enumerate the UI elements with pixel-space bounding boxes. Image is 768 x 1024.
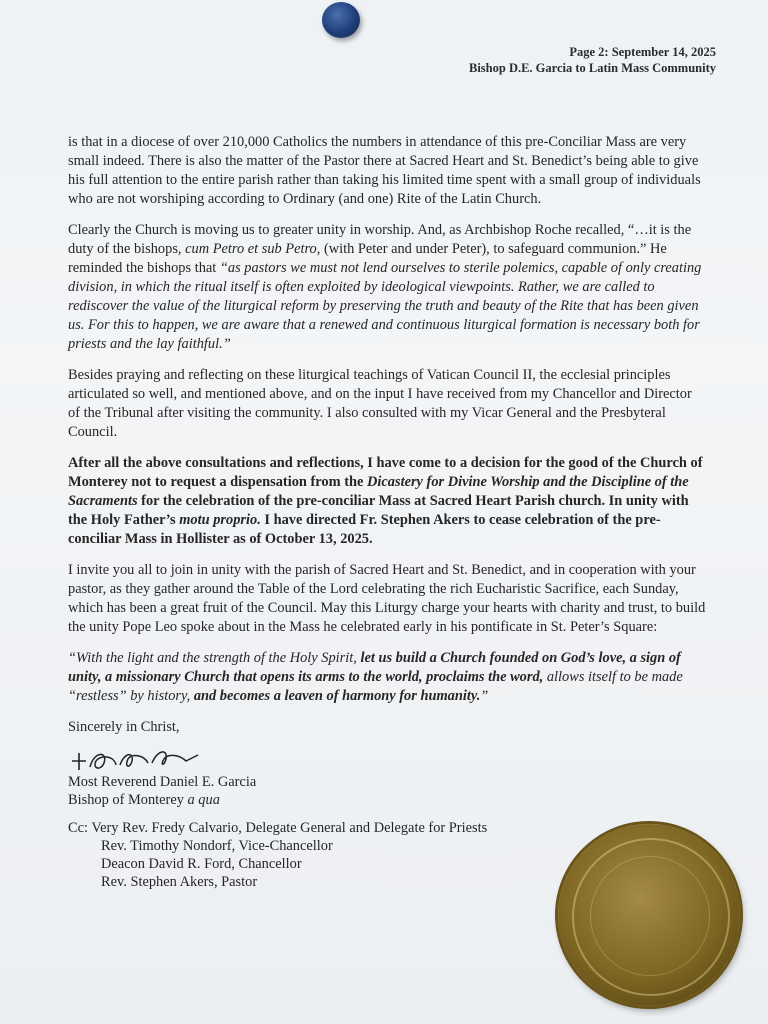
paragraph-6-text-e: ”	[480, 688, 489, 704]
push-pin-icon	[322, 2, 360, 38]
page-header	[469, 44, 716, 76]
paragraph-2-quotation: “as pastors we must not lend ourselves to sterile polemics, capable of only creating division, in which the ritual itself is often exploited by ideological viewpoints. Rather, we are called to rediscover the value of the liturgical reform by preserving the truth and beauty of the Rite that has been given us. For this to happen, we are aware that a renewed and continuous liturgical formation is necessary both for priests and the lay faithful.”	[68, 260, 702, 352]
paragraph-4-motu-proprio: motu proprio.	[179, 512, 261, 528]
paragraph-4-text-a: After all the above consultations and reflections, I have come to a decision for the good of the Church of Monterey not to request a dispensation from the	[68, 455, 703, 490]
paragraph-2-text-a: Clearly the Church is moving us to greater unity in worship. And, as Archbishop Roche recalled, “…it is the duty of the bishops,	[68, 222, 692, 257]
paragraph-4-text-e: I have directed Fr. Stephen Akers to cease celebration of the pre-conciliar Mass in Hollister as of October 13, 2025.	[68, 512, 661, 547]
paragraph-6-text-c: allows itself to be made “restless” by history,	[68, 669, 683, 704]
cc-recipient-2: Rev. Timothy Nondorf, Vice-Chancellor	[101, 838, 333, 854]
signer-title-text: Bishop of Monterey	[68, 792, 188, 808]
signature	[68, 743, 706, 773]
cc-recipient-4: Rev. Stephen Akers, Pastor	[101, 874, 258, 890]
paragraph-6-bold-d: and becomes a leaven of harmony for humanity.	[193, 688, 481, 704]
handwritten-signature-icon	[68, 743, 228, 775]
paragraph-2-text-c: (with Peter and under Peter), to safeguard communion.” He reminded the bishops that	[68, 241, 667, 276]
paragraph-4-text-c: for the celebration of the pre-conciliar Mass at Sacred Heart Parish church. In unity with the Holy Father’s	[68, 493, 689, 528]
paragraph-2	[68, 221, 706, 354]
cc-recipient-1: Very Rev. Fredy Calvario, Delegate General and Delegate for Priests	[91, 820, 488, 836]
paragraph-4-decision	[68, 454, 706, 549]
signer-title	[68, 791, 706, 809]
signer-title-latin: a qua	[187, 792, 220, 808]
header-author-recipient: Bishop D.E. Garcia to Latin Mass Community	[468, 61, 716, 75]
signer-block	[68, 773, 706, 809]
cc-recipient-3: Deacon David R. Ford, Chancellor	[101, 856, 302, 872]
paragraph-3: Besides praying and reflecting on these liturgical teachings of Vatican Council II, the ecclesial principles articulated so well, and mentioned above, and on the input I have received from my Chancellor and Director of the Tribunal after visiting the community. I also consulted with my Vicar General and the Presbyteral Council.	[68, 367, 692, 440]
paragraph-6-bold-b: let us build a Church founded on God’s love, a sign of unity, a missionary Church that opens its arms to the world, proclaims the word,	[68, 650, 681, 685]
embossed-seal-icon	[558, 824, 740, 1006]
paragraph-6-text-a: “With the light and the strength of the Holy Spirit,	[68, 650, 361, 666]
cc-label: Cc:	[68, 820, 92, 836]
paragraph-6-quote	[68, 649, 706, 706]
paragraph-1: is that in a diocese of over 210,000 Catholics the numbers in attendance of this pre-Conciliar Mass are very small indeed. There is also the matter of the Pastor there at Sacred Heart and St. Benedict’s being able to give his full attention to the entire parish rather than taking his limited time spent with a small group of individuals who are not worshiping according to Ordinary (and one) Rite of the Latin Church.	[68, 134, 701, 207]
seal-inner-ring	[590, 856, 710, 976]
letter-body	[68, 133, 706, 891]
closing-salutation: Sincerely in Christ,	[68, 719, 180, 735]
paragraph-2-latin-phrase: cum Petro et sub Petro,	[185, 241, 321, 257]
paragraph-4-dicastery: Dicastery for Divine Worship and the Discipline of the Sacraments	[68, 474, 689, 509]
header-page-date: Page 2: September 14, 2025	[569, 45, 716, 59]
signer-name: Most Reverend Daniel E. Garcia	[68, 774, 257, 790]
paragraph-5: I invite you all to join in unity with the parish of Sacred Heart and St. Benedict, and in cooperation with your pastor, as they gather around the Table of the Lord celebrating the rich Eucharistic Sacrifice, each Sunday, which has been a great fruit of the Council. May this Liturgy charge your hearts with charity and trust, to build the unity Pope Leo spoke about in the Mass he celebrated early in his pontificate in St. Peter’s Square:	[68, 562, 706, 635]
